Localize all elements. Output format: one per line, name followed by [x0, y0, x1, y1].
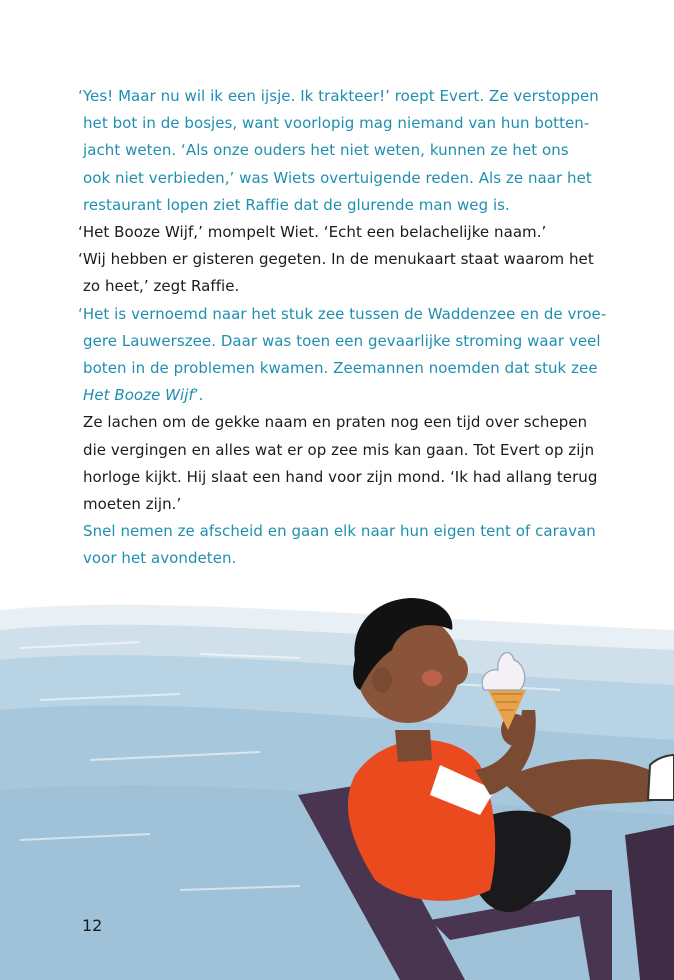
paragraph-1	[78, 83, 598, 219]
closing-quote: ’.	[193, 386, 204, 405]
text-line	[78, 382, 598, 409]
text-line: het bot in de bosjes, want voorlopig mag niemand van hun botten-	[83, 114, 590, 133]
text-line: Ze lachen om de gekke naam en praten nog een tijd over schepen	[83, 413, 588, 432]
paragraph-4	[78, 301, 607, 410]
page-number: 12	[82, 916, 103, 935]
italic-sea-name: Het Booze Wijf	[83, 386, 194, 405]
paragraph-3	[78, 246, 598, 300]
paragraph-2	[78, 219, 598, 246]
text-line: gere Lauwerszee. Daar was toen een gevaarlijke stroming waar veel	[83, 331, 601, 350]
text-line: zo heet,’ zegt Raffie.	[83, 277, 240, 296]
text-line: Snel nemen ze afscheid en gaan elk naar hun eigen tent of caravan	[83, 522, 596, 541]
text-line: ook niet verbieden,’ was Wiets overtuigende reden. Als ze naar het	[83, 168, 592, 187]
text-line: restaurant lopen ziet Raffie dat de glurende man weg is.	[83, 195, 510, 214]
text-line: moeten zijn.’	[83, 495, 182, 514]
text-line: boten in de problemen kwamen. Zeemannen noemden dat stuk zee	[83, 359, 598, 378]
story-text	[78, 83, 607, 573]
text-line: ‘Het is vernoemd naar het stuk zee tussen de Waddenzee en de vroe-	[78, 304, 607, 323]
text-line: ‘Wij hebben er gisteren gegeten. In de menukaart staat waarom het	[78, 250, 594, 269]
text-line: horloge kijkt. Hij slaat een hand voor zijn mond. ‘Ik had allang terug	[83, 467, 598, 486]
text-line: die vergingen en alles wat er op zee mis kan gaan. Tot Evert op zijn	[83, 440, 595, 459]
text-line: jacht weten. ‘Als onze ouders het niet weten, kunnen ze het ons	[83, 141, 569, 160]
text-line: ‘Het Booze Wijf,’ mompelt Wiet. ‘Echt een belachelijke naam.’	[78, 223, 547, 242]
paragraph-6	[78, 518, 598, 572]
text-line: ‘Yes! Maar nu wil ik een ijsje. Ik trakteer!’ roept Evert. Ze verstoppen	[78, 87, 599, 105]
text-line: voor het avondeten.	[83, 549, 237, 568]
paragraph-5	[78, 409, 598, 518]
